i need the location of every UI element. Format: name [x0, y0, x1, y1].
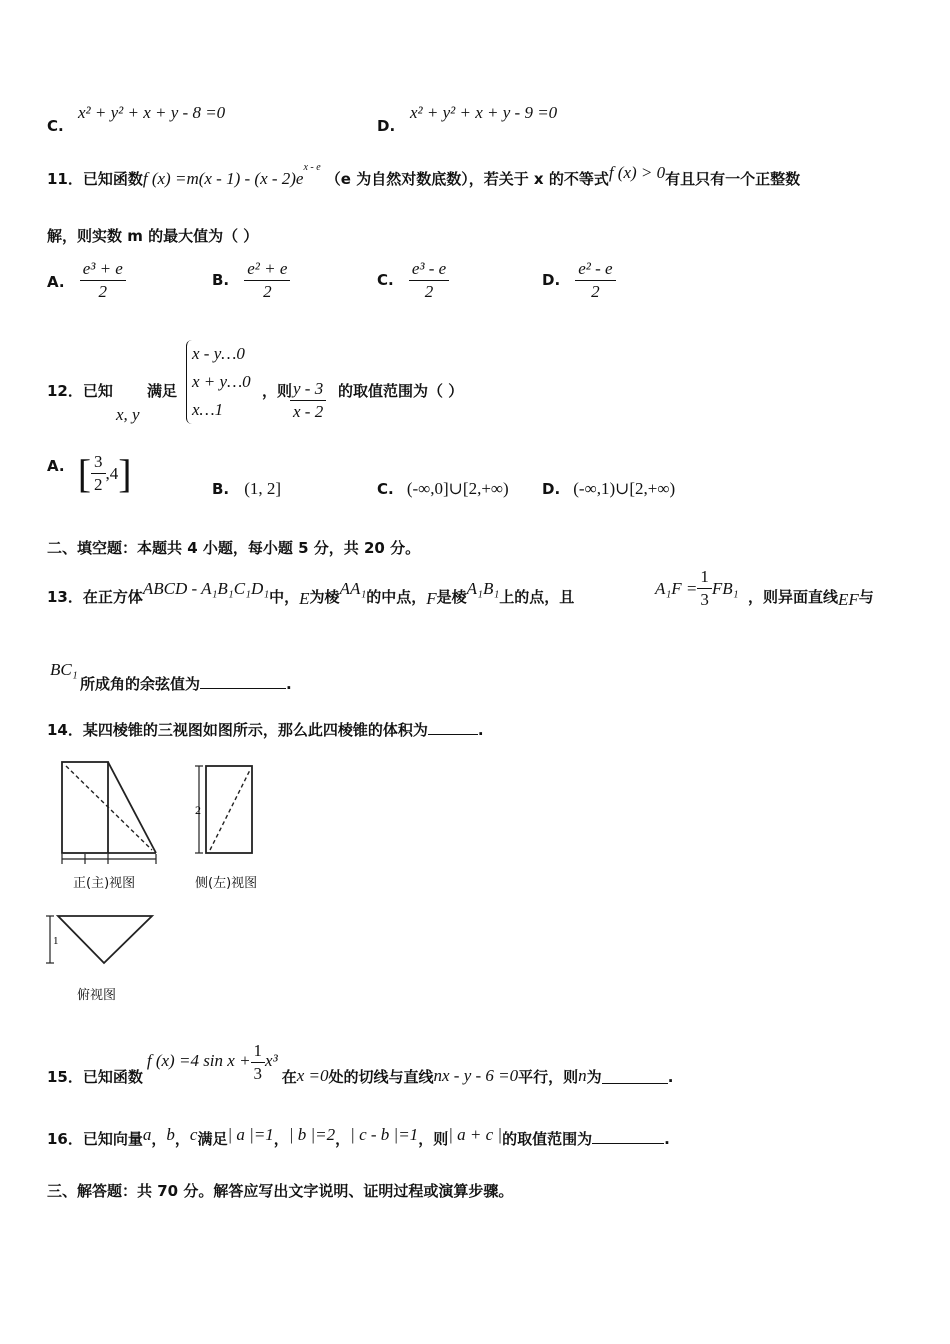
q11-option-a-numerator: e³ + e	[80, 258, 126, 281]
q14-side-caption: 侧(左)视图	[195, 876, 258, 891]
q15-number: 15．已知函数	[47, 1068, 143, 1086]
q13-tail	[748, 586, 874, 607]
q12-option-b[interactable]	[212, 479, 281, 499]
q10-option-c-label: C.	[47, 117, 64, 135]
q16-answer-blank[interactable]	[592, 1129, 664, 1144]
q11-inequality: f (x) > 0	[608, 163, 666, 182]
q12-constraint-2: x + y…0	[192, 372, 251, 391]
q14-answer-blank[interactable]	[428, 720, 478, 735]
q13-mid-text: 的中点，	[366, 588, 427, 606]
top-view	[46, 916, 152, 963]
q14-end: .	[477, 721, 484, 739]
q12-option-c[interactable]	[377, 479, 509, 499]
q13-edge-aa1: AA₁	[339, 579, 367, 598]
q12-fraction-denominator: x - 2	[293, 402, 324, 421]
q11-option-d[interactable]	[542, 258, 616, 303]
q15-at: 在	[281, 1068, 297, 1086]
side-view	[195, 766, 252, 853]
q13-number: 13．在正方体	[47, 588, 143, 606]
q13-line2-text: 所成角的余弦值为	[80, 675, 201, 693]
q13-with: 与	[858, 588, 874, 606]
q12-satisfy: 满足	[147, 382, 178, 400]
q15-parallel: 平行，则	[518, 1068, 579, 1086]
q13-mid: 中，	[269, 588, 300, 606]
q13-stem	[47, 578, 575, 608]
q14-text: 14．某四棱锥的三视图如图所示，那么此四棱锥的体积为	[47, 721, 428, 739]
q13-relation	[655, 566, 739, 611]
section-3-heading: 三、解答题：共 70 分。解答应写出文字说明、证明过程或演算步骤。	[47, 1182, 514, 1200]
front-view	[62, 762, 156, 864]
q13-relation-numerator: 1	[697, 566, 712, 589]
q11-option-c-label: C.	[377, 271, 394, 289]
q15-answer-blank[interactable]	[602, 1069, 668, 1084]
q16-condition-1: | a |=1	[227, 1125, 274, 1144]
q12-option-c-label: C.	[377, 480, 394, 498]
q11-option-d-label: D.	[542, 271, 561, 289]
q16-condition-3: | c - b |=1	[350, 1125, 419, 1144]
q12-option-a[interactable]: A. [ $\frac{3}{2}$ ,4 ]	[47, 451, 132, 496]
q15-stem	[47, 1040, 673, 1085]
q12-then: ，则	[262, 382, 293, 400]
q16-expr: | a + c |	[448, 1125, 503, 1144]
q12-option-c-expr: (-∞,0]∪[2,+∞)	[406, 479, 509, 498]
q13-relation-left: A₁F =	[655, 578, 698, 598]
q15-frac-numerator: 1	[251, 1040, 266, 1063]
q13-relation-right: FB₁	[711, 578, 739, 598]
q12-option-a-right: ,4	[105, 463, 119, 483]
q12-option-d-expr: (-∞,1)∪[2,+∞)	[573, 479, 676, 498]
q12-constraint-1: x - y…0	[192, 344, 245, 363]
q16-satisfy: 满足	[197, 1130, 228, 1148]
q16-end: .	[664, 1130, 670, 1148]
q12-option-b-expr: (1, 2]	[244, 479, 282, 498]
q14-dim-1: 1	[53, 935, 59, 947]
q16-ask: 的取值范围为	[502, 1130, 593, 1148]
q11-number: 11．已知函数	[47, 170, 143, 188]
q14-stem	[47, 719, 484, 740]
q13-end: .	[286, 675, 292, 693]
q15-function-right: x³	[265, 1050, 278, 1070]
q16-then: ，则	[418, 1130, 449, 1148]
q11-tail: 有且只有一个正整数	[665, 170, 801, 188]
q16-vector-c: c	[189, 1125, 198, 1144]
q13-relation-denominator: 3	[700, 590, 709, 609]
q13-line-bc1: BC₁	[50, 660, 78, 679]
q12-option-a-numerator: 3	[91, 451, 106, 474]
q14-top-caption: 俯视图	[77, 988, 117, 1003]
q11-option-b-label: B.	[212, 271, 230, 289]
q12-option-d[interactable]	[542, 479, 675, 499]
q11-option-a[interactable]	[47, 258, 126, 303]
q11-option-c[interactable]	[377, 258, 449, 303]
q16-stem: 16．已知向量a，b，c满足| a |=1，| b |=2，| c - b |=1，则| a + c |的取值范围为 .	[47, 1125, 670, 1148]
q12-constraint-system	[186, 340, 251, 424]
q12-vars: x, y	[116, 405, 140, 424]
q13-line2	[80, 673, 292, 694]
q15-n: n	[578, 1065, 587, 1085]
q13-cube: ABCD - A₁B₁C₁D₁	[142, 579, 270, 598]
q14-dim-2: 2	[195, 803, 201, 817]
q15-frac-denominator: 3	[253, 1064, 263, 1083]
q11-option-a-label: A.	[47, 273, 65, 291]
q12-number: 12．已知	[47, 382, 113, 400]
q12-option-a-denominator: 2	[94, 475, 103, 494]
q15-text: 处的切线与直线	[328, 1068, 434, 1086]
q13-point-f: F	[426, 589, 437, 608]
q12-option-d-label: D.	[542, 480, 561, 498]
q13-on-text: 上的点，且	[499, 588, 575, 606]
q11-option-b[interactable]	[212, 258, 290, 303]
q11-option-d-numerator: e² - e	[575, 258, 615, 281]
q10-option-d-label: D.	[377, 117, 396, 135]
q13-e-text: 为棱	[309, 588, 340, 606]
q16-vector-b: b	[166, 1125, 175, 1144]
q11-option-c-numerator: e³ - e	[409, 258, 449, 281]
q13-edge-a1b1: A₁B₁	[466, 579, 500, 598]
q11-option-a-denominator: 2	[98, 282, 108, 301]
q15-x0: x =0	[296, 1065, 329, 1085]
q11-note: （e 为自然对数底数），若关于 x 的不等式	[325, 170, 609, 188]
q15-line: nx - y - 6 =0	[433, 1065, 519, 1085]
q12-fraction	[290, 378, 326, 423]
q15-end: .	[667, 1067, 674, 1086]
q12-fraction-numerator: y - 3	[290, 378, 326, 401]
q11-option-d-denominator: 2	[591, 282, 600, 301]
q15-is: 为	[586, 1068, 602, 1086]
q15-function-left: f (x) =4 sin x +	[146, 1050, 251, 1070]
q12-option-a-label: A.	[47, 457, 65, 475]
q10-option-d-expr: x² + y² + x + y - 9 =0	[410, 103, 558, 122]
q12-constraint-3: x…1	[192, 400, 224, 419]
q16-vector-a: a	[142, 1125, 152, 1144]
q11-stem	[47, 161, 801, 189]
q14-front-caption: 正(主)视图	[73, 876, 136, 891]
q12-option-b-label: B.	[212, 480, 230, 498]
q13-point-e: E	[299, 589, 310, 608]
q16-condition-2: | b |=2	[288, 1125, 336, 1144]
q12-ask: 的取值范围为（ ）	[338, 382, 464, 400]
q11-option-b-numerator: e² + e	[244, 258, 290, 281]
q16-number: 16．已知向量	[47, 1130, 143, 1148]
q11-function: f (x) =m(x - 1) - (x - 2)e	[142, 169, 304, 188]
q13-line-ef: EF	[838, 590, 859, 609]
q10-option-c-expr: x² + y² + x + y - 8 =0	[78, 103, 226, 122]
q13-answer-blank[interactable]	[200, 674, 286, 689]
q11-function-exponent: x - e	[303, 161, 321, 173]
q11-line2: 解，则实数 m 的最大值为（ ）	[47, 227, 259, 245]
q13-tail-text: ，则异面直线	[748, 588, 839, 606]
section-2-heading: 二、填空题：本题共 4 小题，每小题 5 分，共 20 分。	[47, 539, 421, 557]
q11-option-b-denominator: 2	[263, 282, 272, 301]
q13-f-text: 是棱	[436, 588, 467, 606]
q11-option-c-denominator: 2	[424, 282, 434, 301]
